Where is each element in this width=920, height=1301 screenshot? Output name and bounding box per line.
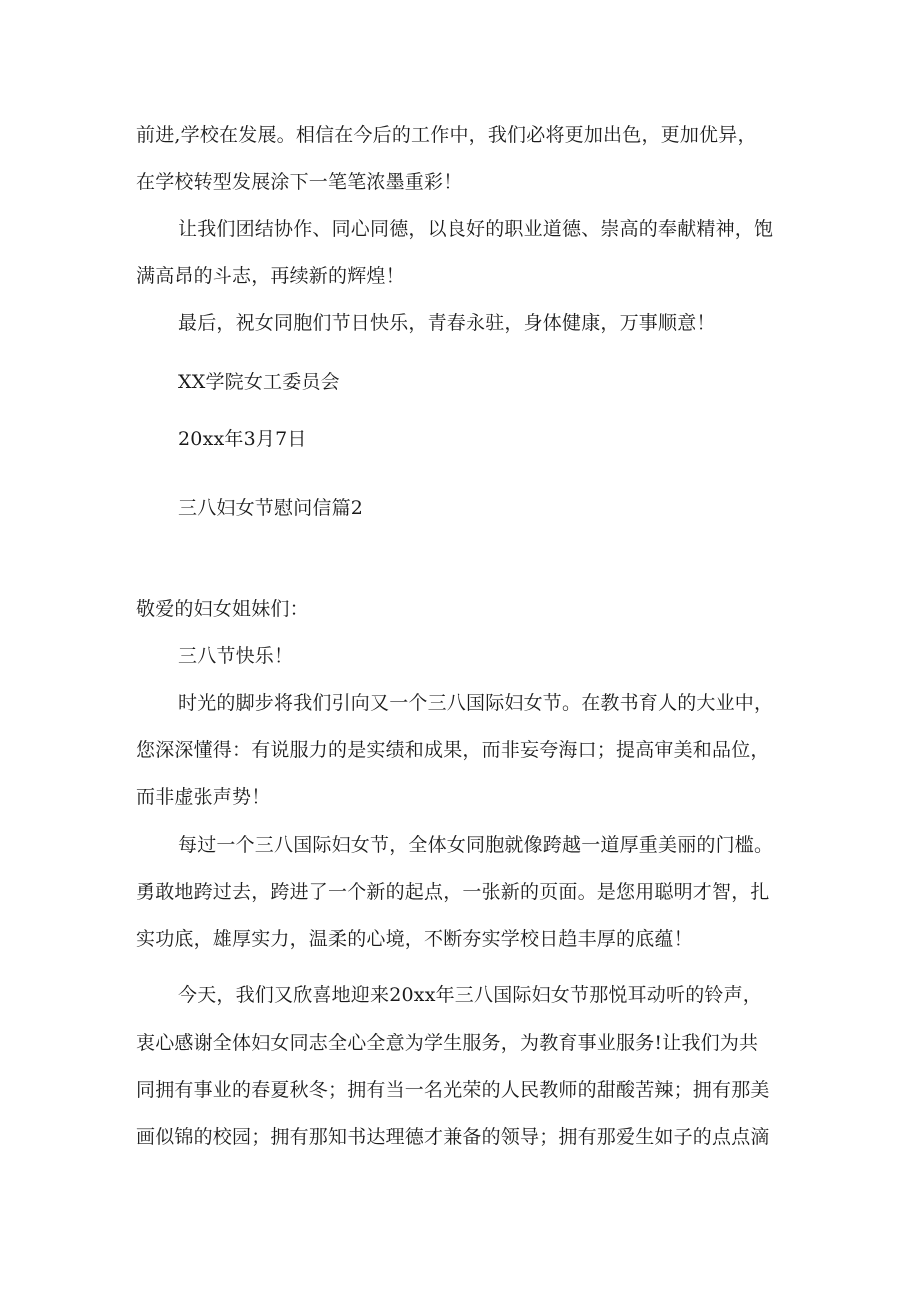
body-line: 每过一个三八国际妇女节，全体女同胞就像跨越一道厚重美丽的门槛。 [178, 834, 774, 856]
greeting: 三八节快乐！ [178, 645, 294, 667]
body-line: 同拥有事业的春夏秋冬；拥有当一名光荣的人民教师的甜酸苦辣；拥有那美 [136, 1079, 770, 1101]
body-line: 衷心感谢全体妇女同志全心全意为学生服务，为教育事业服务!让我们为共 [136, 1032, 759, 1054]
salutation: 敬爱的妇女姐妹们： [136, 598, 309, 620]
body-line: 画似锦的校园；拥有那知书达理德才兼备的领导；拥有那爱生如子的点点滴 [136, 1126, 770, 1148]
body-line: 时光的脚步将我们引向又一个三八国际妇女节。在教书育人的大业中， [178, 692, 774, 714]
body-line: 让我们团结协作、同心同德，以良好的职业道德、崇高的奉献精神，饱 [178, 218, 774, 240]
body-line: 今天，我们又欣喜地迎来20xx年三八国际妇女节那悦耳动听的铃声， [178, 984, 763, 1006]
closing-line: 最后，祝女同胞们节日快乐，青春永驻，身体健康，万事顺意！ [178, 312, 716, 334]
body-line: 而非虚张声势！ [136, 786, 271, 808]
body-line: 前进,学校在发展。相信在今后的工作中，我们必将更加出色，更加优异， [136, 124, 757, 146]
date: 20xx年3月7日 [178, 428, 307, 450]
body-line: 您深深懂得：有说服力的是实绩和成果，而非妄夸海口；提高审美和品位， [136, 739, 770, 761]
body-line: 勇敢地跨过去，跨进了一个新的起点，一张新的页面。是您用聪明才智，扎 [136, 881, 770, 903]
signature: XX学院女工委员会 [178, 371, 340, 393]
body-line: 实功底，雄厚实力，温柔的心境，不断夯实学校日趋丰厚的底蕴！ [136, 928, 693, 950]
body-line: 在学校转型发展涂下一笔笔浓墨重彩！ [136, 171, 463, 193]
section-heading: 三八妇女节慰问信篇2 [178, 497, 364, 519]
body-line: 满高昂的斗志，再续新的辉煌！ [136, 265, 405, 287]
